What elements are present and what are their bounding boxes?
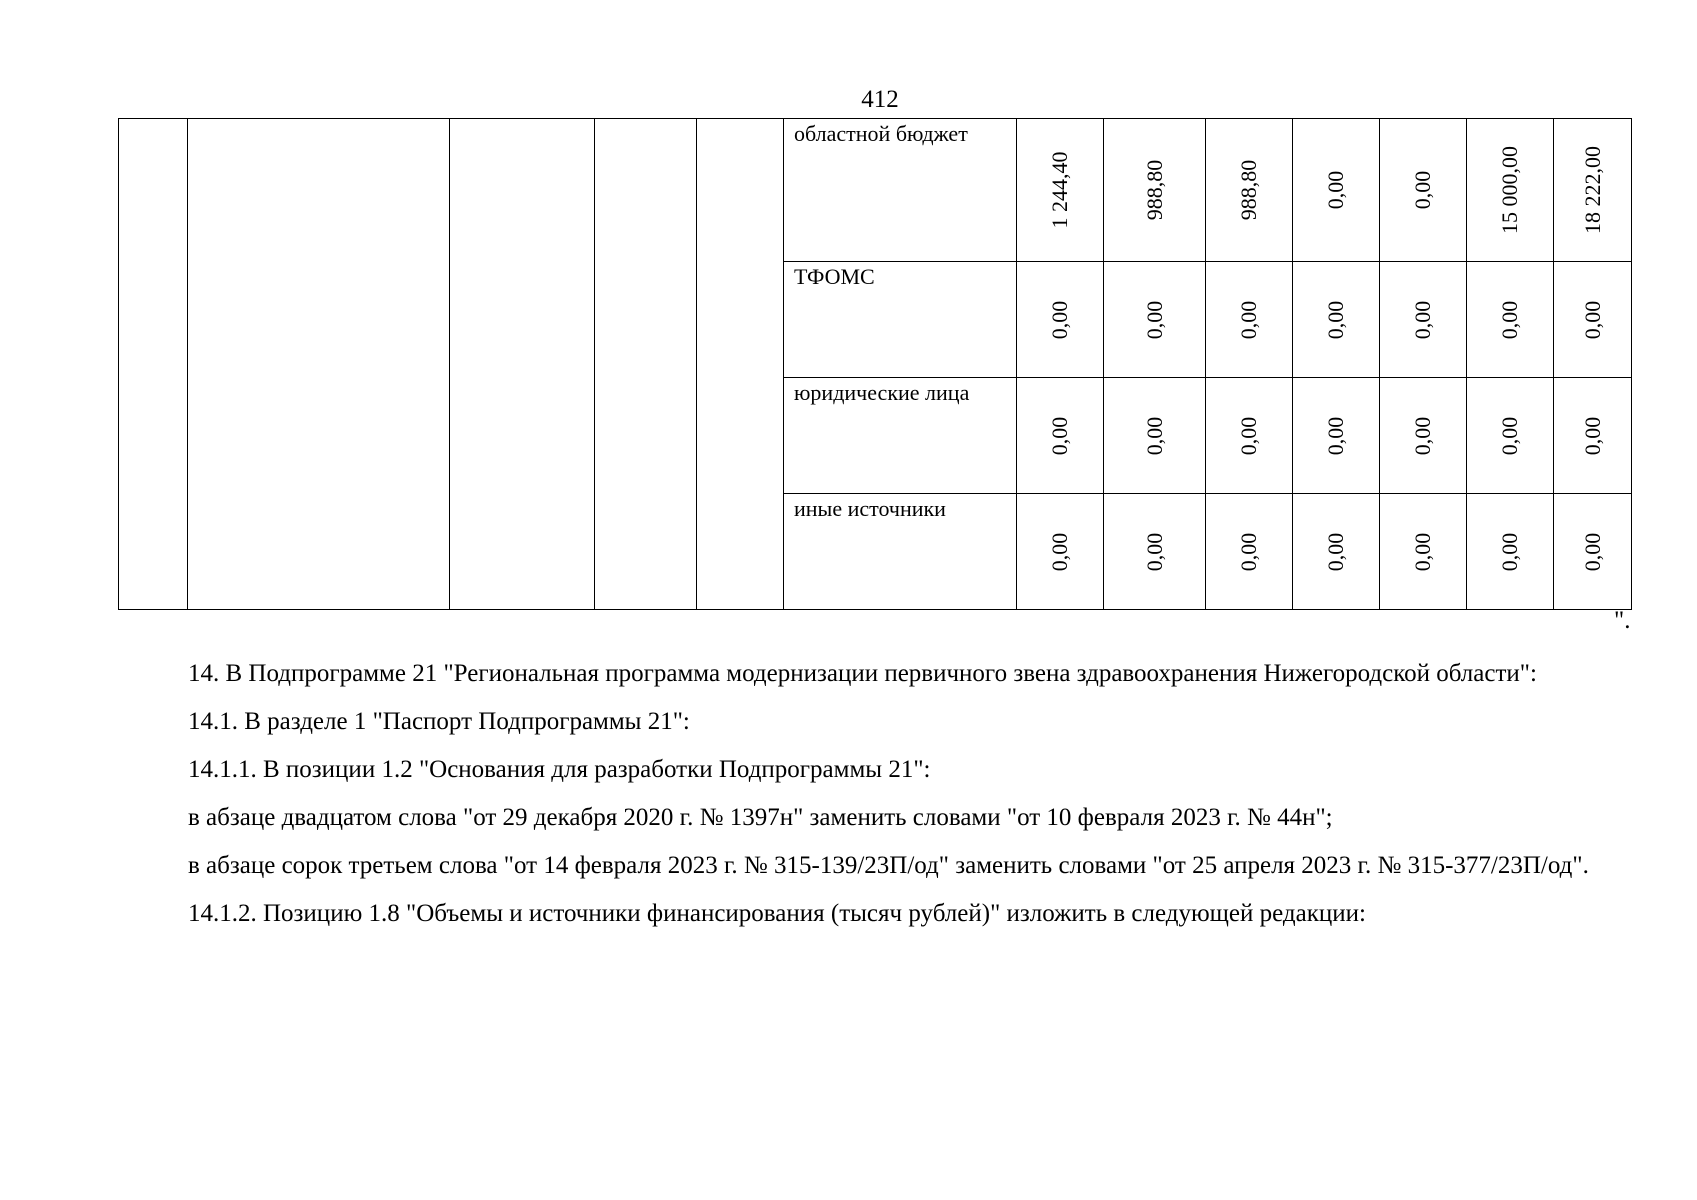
value-cell (1017, 494, 1104, 610)
value-cell (1467, 378, 1554, 494)
value-cell (1554, 378, 1632, 494)
value-cell (1017, 119, 1104, 262)
value-text: 0,00 (1410, 416, 1435, 455)
value-text: 0,00 (1497, 416, 1522, 455)
value-text: 0,00 (1141, 532, 1167, 571)
financing-table (118, 118, 1632, 610)
source-label: юридические лица (794, 380, 970, 405)
value-text: 0,00 (1141, 300, 1167, 339)
empty-cell-period (595, 119, 697, 610)
value-text: 0,00 (1323, 170, 1348, 210)
source-label: ТФОМС (794, 264, 875, 289)
value-cell (1554, 119, 1632, 262)
value-text: 0,00 (1047, 532, 1072, 571)
value-cell (1293, 119, 1380, 262)
value-cell (1380, 262, 1467, 378)
value-cell (1293, 494, 1380, 610)
value-text: 0,00 (1323, 300, 1348, 339)
paragraph: 14.1.2. Позицию 1.8 "Объемы и источники финансирования (тысяч рублей)" изложить в следующей редакции: (188, 900, 1366, 927)
value-text: 0,00 (1236, 532, 1261, 571)
value-cell (1293, 262, 1380, 378)
value-text: 0,00 (1410, 532, 1435, 571)
closing-quote: ". (1614, 607, 1631, 634)
value-cell (1554, 262, 1632, 378)
value-text: 0,00 (1323, 416, 1348, 455)
value-text: 0,00 (1047, 416, 1072, 455)
value-cell (1104, 262, 1206, 378)
paragraph: 14. В Подпрограмме 21 "Региональная программа модернизации первичного звена здравоохранения Нижегородской области": (188, 660, 1537, 687)
value-text: 0,00 (1579, 532, 1605, 571)
source-label-cell (784, 262, 1017, 378)
value-cell (1104, 494, 1206, 610)
value-cell (1206, 262, 1293, 378)
value-text: 0,00 (1579, 300, 1605, 339)
value-text: 0,00 (1236, 300, 1261, 339)
paragraph: в абзаце двадцатом слова "от 29 декабря 2020 г. № 1397н" заменить словами "от 10 февраля 2023 г. № 44н"; (188, 804, 1333, 831)
value-text: 0,00 (1579, 416, 1605, 455)
value-text: 988,80 (1236, 159, 1261, 221)
value-cell (1467, 494, 1554, 610)
value-cell (1206, 494, 1293, 610)
value-cell (1467, 262, 1554, 378)
value-text: 1 244,40 (1047, 151, 1072, 229)
financing-table-wrapper (118, 118, 1631, 610)
value-text: 18 222,00 (1579, 146, 1605, 234)
value-cell (1017, 378, 1104, 494)
value-text: 0,00 (1410, 300, 1435, 339)
value-cell (1554, 494, 1632, 610)
value-text: 0,00 (1047, 300, 1072, 339)
paragraph: в абзаце сорок третьем слова "от 14 февраля 2023 г. № 315-139/23П/од" заменить словами "от 25 апреля 2023 г. № 315-377/23П/од". (188, 852, 1589, 879)
value-cell (1104, 119, 1206, 262)
value-text: 988,80 (1141, 159, 1167, 221)
empty-cell-responsible (450, 119, 595, 610)
source-label-cell (784, 494, 1017, 610)
value-text: 0,00 (1323, 532, 1348, 571)
paragraph: 14.1.1. В позиции 1.2 "Основания для разработки Подпрограммы 21": (188, 756, 931, 783)
value-text: 0,00 (1497, 532, 1522, 571)
document-body-text (114, 650, 1633, 938)
empty-cell-number (119, 119, 188, 610)
value-cell (1206, 378, 1293, 494)
paragraph: 14.1. В разделе 1 "Паспорт Подпрограммы 21": (188, 708, 690, 735)
value-cell (1380, 119, 1467, 262)
empty-cell-name (188, 119, 450, 610)
value-cell (1467, 119, 1554, 262)
value-cell (1206, 119, 1293, 262)
source-label-cell (784, 378, 1017, 494)
value-cell (1380, 378, 1467, 494)
value-cell (1293, 378, 1380, 494)
source-label: областной бюджет (794, 121, 968, 146)
value-text: 15 000,00 (1497, 146, 1522, 234)
value-text: 0,00 (1236, 416, 1261, 455)
value-text: 0,00 (1410, 170, 1435, 210)
value-text: 0,00 (1497, 300, 1522, 339)
page-number: 412 (861, 86, 899, 113)
source-label: иные источники (794, 496, 946, 521)
value-cell (1104, 378, 1206, 494)
value-cell (1017, 262, 1104, 378)
value-text: 0,00 (1141, 416, 1167, 455)
value-cell (1380, 494, 1467, 610)
empty-cell-indicator (697, 119, 784, 610)
table-row (119, 119, 1632, 262)
source-label-cell (784, 119, 1017, 262)
